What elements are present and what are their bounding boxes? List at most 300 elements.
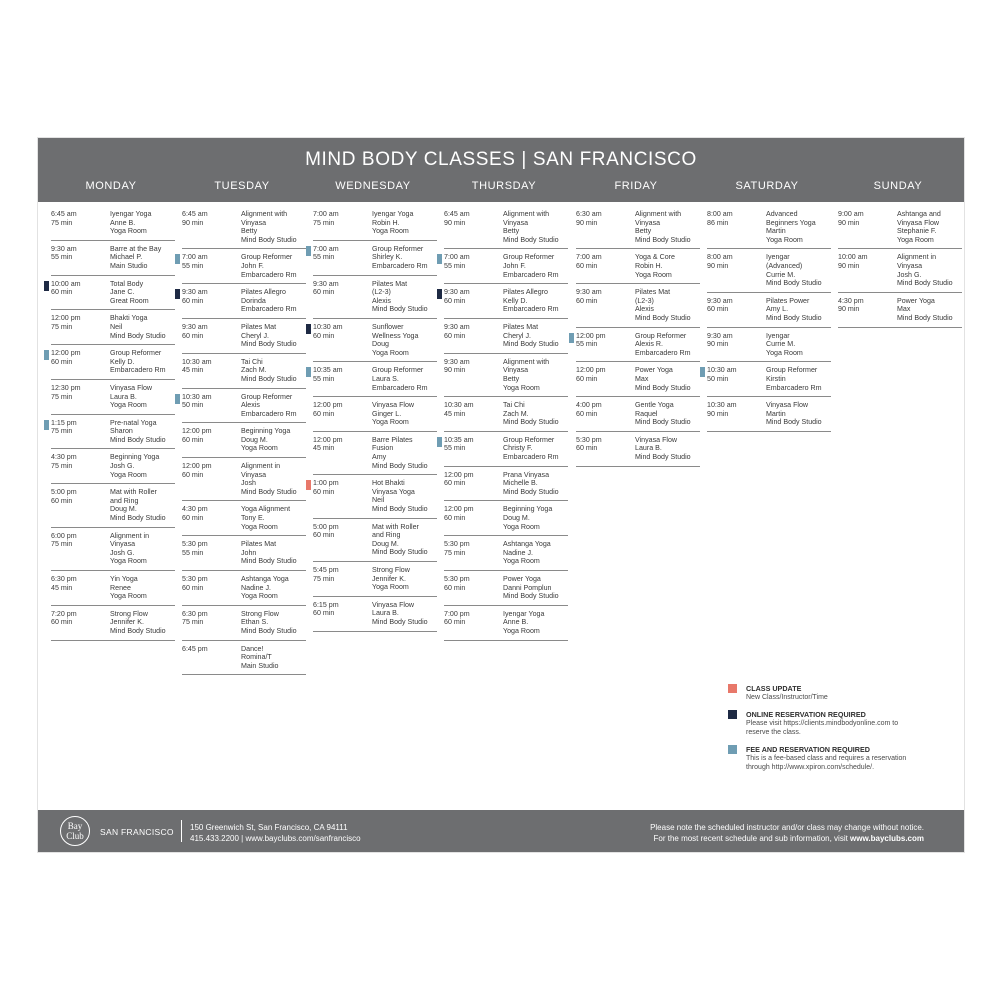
class-name: Vinyasa Flow <box>110 383 153 392</box>
instructor: Tony E. <box>241 514 265 523</box>
class-entry <box>707 400 831 432</box>
day-header-tuesday: TUESDAY <box>214 180 270 192</box>
room: Mind Body Studio <box>241 626 297 635</box>
class-entry <box>707 365 831 397</box>
class-time <box>51 488 107 505</box>
class-name: Strong Flow <box>241 609 279 618</box>
instructor: Kelly D. <box>503 296 528 305</box>
class-time <box>182 645 238 654</box>
duration: 55 min <box>576 340 598 349</box>
start-time: 12:00 pm <box>313 435 343 444</box>
start-time: 4:30 pm <box>51 453 77 462</box>
start-time: 9:30 am <box>707 296 733 305</box>
start-time: 10:30 am <box>313 322 343 331</box>
room: Mind Body Studio <box>503 592 559 601</box>
room: Yoga Room <box>766 348 803 357</box>
room: Embarcadero Rm <box>110 366 166 375</box>
class-time <box>313 479 369 496</box>
room: Embarcadero Rm <box>766 383 822 392</box>
class-time <box>51 575 107 592</box>
class-entry <box>51 383 175 415</box>
class-info <box>635 288 700 322</box>
instructor: Martin <box>766 227 786 236</box>
room: Embarcadero Rm <box>241 305 297 314</box>
class-time <box>313 280 369 297</box>
class-time <box>51 384 107 401</box>
class-name: Vinyasa Flow <box>372 401 415 410</box>
room: Mind Body Studio <box>635 235 691 244</box>
class-name: Barre Pilates <box>372 435 413 444</box>
class-name: Vinyasa <box>503 366 529 375</box>
room: Mind Body Studio <box>766 313 822 322</box>
class-name: Group Reformer <box>241 253 293 262</box>
duration: 75 min <box>313 218 335 227</box>
fee-marker <box>306 367 311 377</box>
room: Yoga Room <box>241 444 278 453</box>
footer-website-link[interactable]: www.bayclubs.com <box>850 834 924 843</box>
class-info <box>241 610 306 636</box>
footer-note: Please note the scheduled instructor and/or class may change without notice. For the most recent schedule and sub information, visit www.bayclubs.com <box>650 823 924 843</box>
instructor: Robin H. <box>372 218 400 227</box>
duration: 55 min <box>51 253 73 262</box>
class-entry <box>707 296 831 328</box>
class-info <box>110 384 175 410</box>
room: Mind Body Studio <box>635 313 691 322</box>
class-time <box>313 210 369 227</box>
instructor: Cheryl J. <box>503 331 531 340</box>
class-info <box>241 323 306 349</box>
room: Yoga Room <box>372 227 409 236</box>
class-info <box>241 645 306 671</box>
class-entry <box>313 600 437 632</box>
duration: 45 min <box>51 583 73 592</box>
class-entry <box>838 252 962 292</box>
start-time: 10:00 am <box>51 279 81 288</box>
class-entry <box>51 418 175 450</box>
duration: 60 min <box>444 296 466 305</box>
start-time: 7:20 pm <box>51 609 77 618</box>
start-time: 5:30 pm <box>444 540 470 549</box>
class-info <box>110 453 175 479</box>
class-info <box>241 505 306 531</box>
instructor: Nadine J. <box>241 583 271 592</box>
class-entry <box>182 504 306 536</box>
class-name: and Ring <box>372 531 401 540</box>
class-name: Alignment with <box>503 210 550 218</box>
start-time: 4:00 pm <box>576 401 602 410</box>
class-info <box>503 323 568 349</box>
duration: 75 min <box>51 322 73 331</box>
instructor: Alexis R. <box>635 340 663 349</box>
start-time: 6:15 pm <box>313 600 339 609</box>
instructor: Doug M. <box>241 435 268 444</box>
class-entry <box>444 504 568 536</box>
online-marker <box>175 289 180 299</box>
class-info <box>241 288 306 314</box>
room: Mind Body Studio <box>241 557 297 566</box>
class-name: Wellness Yoga <box>372 331 419 340</box>
class-name: (Advanced) <box>766 261 803 270</box>
class-info <box>110 488 175 522</box>
instructor: Kelly D. <box>110 357 135 366</box>
class-name: Pilates Mat <box>241 322 277 331</box>
fee-marker <box>44 350 49 360</box>
room: Mind Body Studio <box>110 514 166 523</box>
room: Mind Body Studio <box>766 279 822 288</box>
duration: 90 min <box>444 366 466 375</box>
online-marker <box>437 289 442 299</box>
class-time <box>576 288 632 305</box>
start-time: 5:30 pm <box>182 575 208 583</box>
day-column-wednesday <box>313 209 437 635</box>
instructor: Martin <box>766 409 786 418</box>
room: Mind Body Studio <box>635 418 691 427</box>
duration: 75 min <box>51 392 73 401</box>
room: Yoga Room <box>372 418 409 427</box>
online-marker <box>44 281 49 291</box>
class-name: Barre at the Bay <box>110 244 162 253</box>
start-time: 9:30 am <box>576 288 602 297</box>
class-time <box>707 253 763 270</box>
class-name: Vinyasa <box>110 540 136 549</box>
duration: 60 min <box>182 583 204 592</box>
start-time: 6:45 am <box>444 210 470 218</box>
class-entry <box>51 574 175 606</box>
class-info <box>110 210 175 236</box>
class-name: Beginning Yoga <box>110 453 160 462</box>
start-time: 12:30 pm <box>51 383 81 392</box>
class-info <box>503 575 568 601</box>
class-name: Group Reformer <box>372 366 424 375</box>
class-info <box>372 523 437 557</box>
room: Yoga Room <box>897 235 934 244</box>
class-entry <box>444 574 568 606</box>
day-column-thursday <box>444 209 568 644</box>
room: Mind Body Studio <box>635 453 691 462</box>
class-entry <box>313 209 437 241</box>
start-time: 12:00 pm <box>182 462 212 471</box>
class-entry <box>707 209 831 249</box>
class-info <box>372 401 437 427</box>
start-time: 6:30 pm <box>51 575 77 583</box>
start-time: 12:00 pm <box>51 349 81 358</box>
room: Mind Body Studio <box>897 279 953 288</box>
class-name: Vinyasa Yoga <box>372 487 415 496</box>
room: Mind Body Studio <box>503 418 559 427</box>
class-name: Iyengar Yoga <box>372 210 414 218</box>
class-name: Pilates Mat <box>372 279 408 288</box>
class-time <box>313 523 369 540</box>
start-time: 10:30 am <box>707 401 737 410</box>
class-name: Pre-natal Yoga <box>110 418 157 427</box>
duration: 60 min <box>313 531 335 540</box>
start-time: 12:00 pm <box>444 470 474 479</box>
instructor: Neil <box>110 322 123 331</box>
room: Yoga Room <box>110 401 147 410</box>
duration: 50 min <box>707 374 729 383</box>
duration: 60 min <box>576 409 598 418</box>
class-entry <box>444 287 568 319</box>
room: Yoga Room <box>503 626 540 635</box>
instructor: Sharon <box>110 427 133 436</box>
instructor: Zach M. <box>503 409 529 418</box>
class-time <box>576 210 632 227</box>
class-name: Vinyasa Flow <box>635 435 678 444</box>
duration: 60 min <box>444 331 466 340</box>
room: Embarcadero Rm <box>372 261 428 270</box>
class-entry <box>182 461 306 501</box>
legend-swatch <box>728 745 737 754</box>
class-time <box>182 427 238 444</box>
class-entry <box>51 348 175 380</box>
class-time <box>313 366 369 383</box>
class-info <box>503 540 568 566</box>
start-time: 10:30 am <box>444 401 474 410</box>
header-bar <box>38 138 964 202</box>
start-time: 10:30 am <box>182 357 212 366</box>
duration: 90 min <box>707 261 729 270</box>
class-name: Ashtanga Yoga <box>241 575 289 583</box>
class-time <box>313 401 369 418</box>
class-entry <box>182 252 306 284</box>
class-info <box>635 436 700 462</box>
room: Main Studio <box>241 661 279 670</box>
fee-marker <box>437 254 442 264</box>
class-entry <box>444 209 568 249</box>
instructor: Stephanie F. <box>897 227 937 236</box>
start-time: 4:30 pm <box>182 505 208 514</box>
class-name: Group Reformer <box>503 253 555 262</box>
start-time: 1:15 pm <box>51 418 77 427</box>
class-entry <box>51 452 175 484</box>
class-info <box>110 314 175 340</box>
class-info <box>766 253 831 287</box>
legend-title: CLASS UPDATE <box>746 684 802 693</box>
instructor: Cheryl J. <box>241 331 269 340</box>
legend-item-update <box>728 684 958 702</box>
class-info <box>110 349 175 375</box>
duration: 60 min <box>182 514 204 523</box>
room: Yoga Room <box>110 557 147 566</box>
duration: 90 min <box>838 261 860 270</box>
class-entry <box>576 400 700 432</box>
class-time <box>182 253 238 270</box>
room: Mind Body Studio <box>241 374 297 383</box>
class-name: Pilates Allegro <box>503 288 548 297</box>
room: Mind Body Studio <box>897 313 953 322</box>
class-name: Iyengar Yoga <box>503 609 545 618</box>
class-name: Pilates Mat <box>241 540 277 549</box>
class-entry <box>838 296 962 328</box>
duration: 60 min <box>707 305 729 314</box>
class-name: Vinyasa <box>897 261 923 270</box>
start-time: 9:30 am <box>707 331 733 340</box>
start-time: 9:00 am <box>838 210 864 218</box>
class-info <box>372 601 437 627</box>
day-header-friday: FRIDAY <box>614 180 658 192</box>
class-entry <box>576 365 700 397</box>
instructor: Michael P. <box>110 253 143 262</box>
instructor: Kirstin <box>766 374 786 383</box>
room: Mind Body Studio <box>372 461 428 470</box>
start-time: 10:35 am <box>444 435 474 444</box>
class-name: Pilates Mat <box>635 288 671 297</box>
start-time: 8:00 am <box>707 253 733 262</box>
legend-description: Please visit https://clients.mindbodyonline.com to <box>746 720 899 727</box>
instructor: Betty <box>503 227 520 236</box>
instructor: Alexis <box>372 296 391 305</box>
class-name: Power Yoga <box>635 366 673 375</box>
day-header-monday: MONDAY <box>85 180 137 192</box>
instructor: Currie M. <box>766 340 796 349</box>
instructor: Alexis <box>241 401 260 410</box>
class-entry <box>838 209 962 249</box>
instructor: Laura S. <box>372 374 399 383</box>
class-info <box>503 610 568 636</box>
room: Yoga Room <box>372 348 409 357</box>
instructor: Romina/T <box>241 653 272 662</box>
duration: 60 min <box>576 374 598 383</box>
class-info <box>503 210 568 244</box>
class-entry <box>182 209 306 249</box>
legend-item-fee <box>728 745 958 772</box>
day-header-wednesday: WEDNESDAY <box>335 180 411 192</box>
class-name: Power Yoga <box>897 296 935 305</box>
instructor: Max <box>897 305 911 314</box>
instructor: Robin H. <box>635 261 663 270</box>
duration: 75 min <box>51 462 73 471</box>
duration: 60 min <box>182 470 204 479</box>
class-entry <box>182 392 306 424</box>
start-time: 5:00 pm <box>51 488 77 497</box>
day-header-sunday: SUNDAY <box>873 180 923 192</box>
class-time <box>182 358 238 375</box>
duration: 60 min <box>51 357 73 366</box>
class-name: Group Reformer <box>241 392 293 401</box>
class-name: Alignment with <box>635 210 682 218</box>
class-info <box>241 427 306 453</box>
room: Yoga Room <box>503 522 540 531</box>
legend-description: through http://www.xpiron.com/schedule/. <box>746 764 875 771</box>
instructor: Michelle B. <box>503 479 538 488</box>
class-info <box>372 436 437 470</box>
room: Yoga Room <box>241 592 278 601</box>
class-entry <box>444 400 568 432</box>
duration: 55 min <box>182 261 204 270</box>
room: Embarcadero Rm <box>503 305 559 314</box>
class-time <box>182 210 238 227</box>
duration: 75 min <box>444 548 466 557</box>
class-name: Beginning Yoga <box>503 505 553 514</box>
class-time <box>444 610 500 627</box>
class-entry <box>576 287 700 327</box>
room: Mind Body Studio <box>372 617 428 626</box>
duration: 75 min <box>51 218 73 227</box>
class-entry <box>182 609 306 641</box>
instructor: Christy F. <box>503 444 533 453</box>
class-info <box>635 210 700 244</box>
start-time: 5:45 pm <box>313 566 339 574</box>
duration: 60 min <box>182 435 204 444</box>
instructor: Ethan S. <box>241 618 269 627</box>
class-name: Advanced <box>766 210 798 218</box>
class-time <box>51 453 107 470</box>
class-time <box>707 210 763 227</box>
class-info <box>635 253 700 279</box>
class-time <box>313 436 369 453</box>
start-time: 9:30 am <box>182 288 208 297</box>
class-info <box>766 297 831 323</box>
class-entry <box>182 574 306 606</box>
class-time <box>51 210 107 227</box>
class-time <box>576 436 632 453</box>
class-time <box>838 253 894 270</box>
class-name: Vinyasa Flow <box>897 218 940 227</box>
class-name: Gentle Yoga <box>635 401 674 410</box>
class-time <box>182 462 238 479</box>
class-name: Group Reformer <box>635 331 687 340</box>
class-name: Vinyasa Flow <box>372 600 415 609</box>
class-name: and Ring <box>110 496 139 505</box>
class-entry <box>313 322 437 362</box>
class-time <box>576 332 632 349</box>
class-name: Vinyasa Flow <box>766 401 809 410</box>
footer-divider <box>181 820 182 842</box>
class-time <box>51 314 107 331</box>
class-time <box>707 366 763 383</box>
class-time <box>313 566 369 583</box>
class-name: Ashtanga Yoga <box>503 540 551 549</box>
room: Embarcadero Rm <box>241 270 297 279</box>
legend-description: New Class/Instructor/Time <box>746 694 828 701</box>
class-name: Total Body <box>110 279 144 288</box>
class-entry <box>182 644 306 676</box>
instructor: Alexis <box>635 305 654 314</box>
duration: 60 min <box>313 609 335 618</box>
class-info <box>766 210 831 244</box>
class-info <box>241 540 306 566</box>
duration: 90 min <box>707 340 729 349</box>
class-time <box>313 323 369 340</box>
class-name: Power Yoga <box>503 575 541 583</box>
start-time: 8:00 am <box>707 210 733 218</box>
duration: 60 min <box>182 296 204 305</box>
start-time: 7:00 am <box>182 253 208 262</box>
class-info <box>766 366 831 392</box>
fee-marker <box>700 367 705 377</box>
class-name: Vinyasa <box>503 218 529 227</box>
instructor: Dorinda <box>241 296 266 305</box>
class-name: Alignment with <box>241 210 288 218</box>
class-time <box>444 471 500 488</box>
instructor: Doug M. <box>503 514 530 523</box>
duration: 75 min <box>51 427 73 436</box>
start-time: 10:00 am <box>838 253 868 262</box>
instructor: Jennifer K. <box>110 618 144 627</box>
class-time <box>182 575 238 592</box>
class-name: Alignment in <box>241 462 281 471</box>
class-info <box>897 210 962 244</box>
class-time <box>182 288 238 305</box>
fee-marker <box>44 420 49 430</box>
class-time <box>707 297 763 314</box>
start-time: 9:30 am <box>313 279 339 288</box>
start-time: 12:00 pm <box>576 331 606 340</box>
instructor: Currie M. <box>766 270 796 279</box>
duration: 60 min <box>51 288 73 297</box>
class-name: Mat with Roller <box>372 522 419 531</box>
class-info <box>766 332 831 358</box>
